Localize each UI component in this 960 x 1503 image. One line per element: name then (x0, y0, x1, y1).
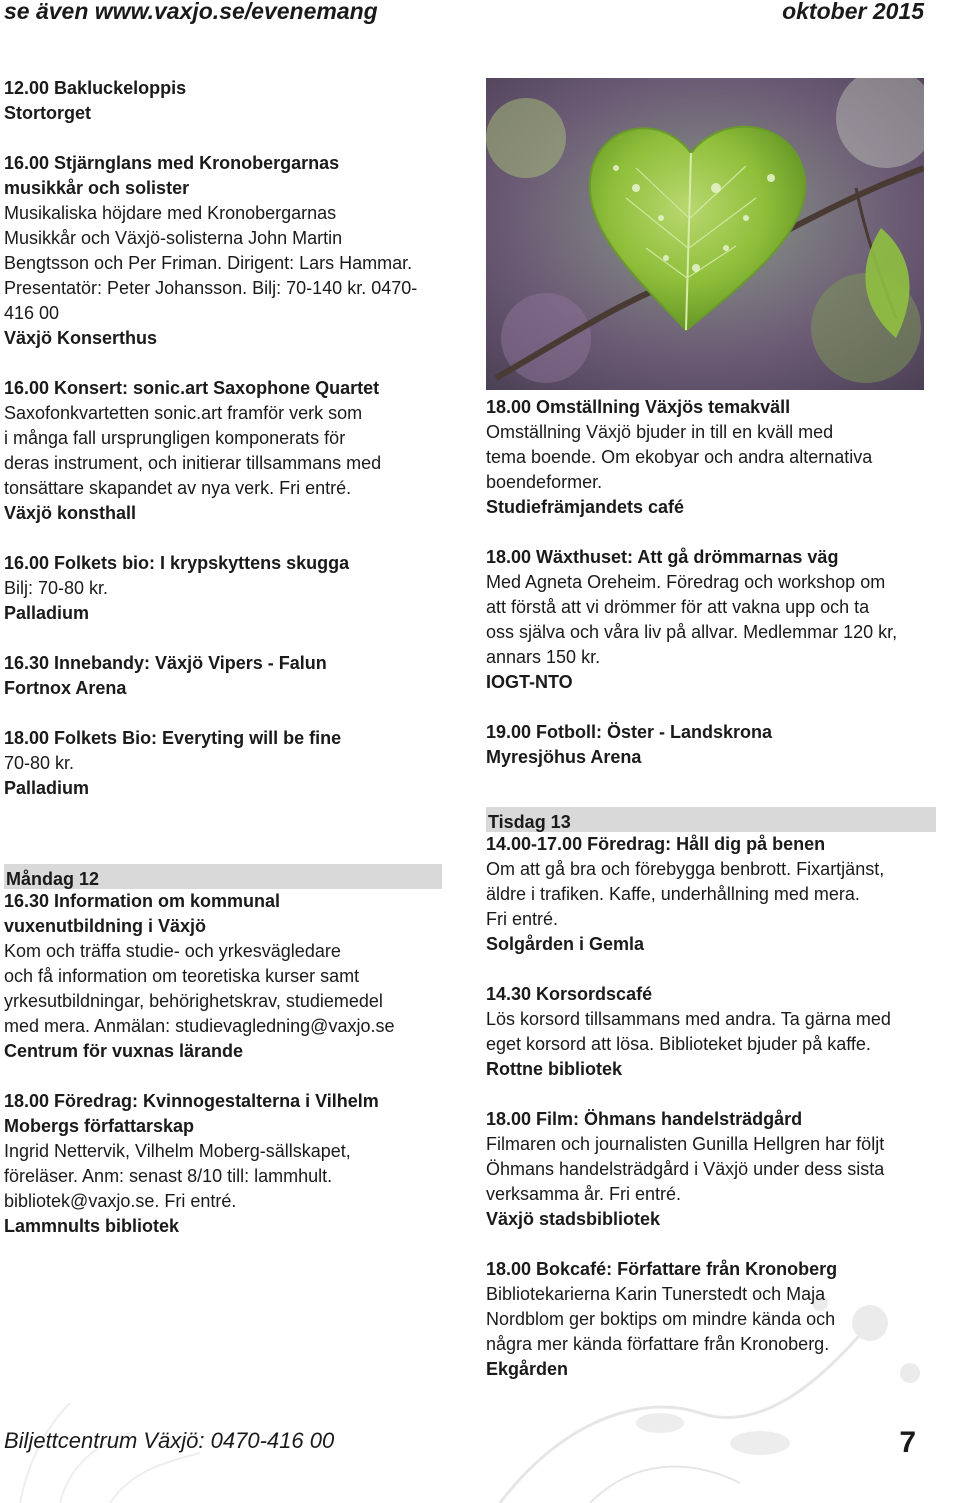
event-heading-line: Mobergs författarskap (4, 1116, 195, 1136)
event-text-line: Fri entré. (486, 909, 559, 929)
event-heading-line: 18.00 Föredrag: Kvinnogestalterna i Vilhelm (4, 1091, 379, 1111)
event-text-line: 416 00 (4, 303, 60, 323)
event-entry (4, 151, 442, 351)
event-heading-line: 18.00 Omställning Växjös temakväll (486, 397, 791, 417)
event-text-line: och få information om teoretiska kurser samt (4, 966, 360, 986)
event-text-line: deras instrument, och initierar tillsammans med (4, 453, 382, 473)
event-heading-line: 18.00 Film: Öhmans handelsträdgård (486, 1109, 803, 1129)
event-text-line: verksamma år. Fri entré. (486, 1184, 682, 1204)
event-entry (4, 889, 442, 1064)
event-heading-line: Solgården i Gemla (486, 934, 645, 954)
event-entry (486, 982, 936, 1082)
event-text-line: tonsättare skapandet av nya verk. Fri entré. (4, 478, 352, 498)
event-entry (486, 1257, 936, 1382)
event-heading-line: 18.00 Bokcafé: Författare från Kronoberg (486, 1259, 838, 1279)
event-text-line: Nordblom ger boktips om mindre kända och (486, 1309, 836, 1329)
event-text-line: bibliotek@vaxjo.se. Fri entré. (4, 1191, 237, 1211)
event-text-line: att förstå att vi drömmer för att vakna upp och ta (486, 597, 870, 617)
event-heading-line: 19.00 Fotboll: Öster - Landskrona (486, 722, 773, 742)
event-heading-line: Palladium (4, 603, 90, 623)
event-entry (4, 76, 442, 126)
event-heading-line: 14.30 Korsordscafé (486, 984, 653, 1004)
event-text-line: annars 150 kr. (486, 647, 601, 667)
event-heading-line: Växjö Konserthus (4, 328, 158, 348)
event-heading-line: Växjö konsthall (4, 503, 137, 523)
event-entry (4, 376, 442, 526)
event-text-line: Om att gå bra och förebygga benbrott. Fixartjänst, (486, 859, 885, 879)
day-heading-tuesday: Tisdag 13 (486, 807, 936, 832)
event-text-line: Kom och träffa studie- och yrkesvägledare (4, 941, 341, 961)
event-entry (4, 1089, 442, 1239)
event-heading-line: IOGT-NTO (486, 672, 573, 692)
event-heading-line: Palladium (4, 778, 90, 798)
event-text-line: Bengtsson och Per Friman. Dirigent: Lars Hammar. (4, 253, 413, 273)
event-heading-line: Stortorget (4, 103, 91, 123)
event-entry (486, 395, 936, 520)
event-heading-line: Ekgården (486, 1359, 569, 1379)
event-text-line: föreläser. Anm: senast 8/10 till: lammhult. (4, 1166, 333, 1186)
event-entry (486, 720, 936, 770)
event-heading-line: Myresjöhus Arena (486, 747, 642, 767)
event-text-line: eget korsord att lösa. Biblioteket bjuder på kaffe. (486, 1034, 871, 1054)
event-text-line: Omställning Växjö bjuder in till en kväll med (486, 422, 834, 442)
event-heading-line: musikkår och solister (4, 178, 190, 198)
event-entry (486, 545, 936, 695)
event-text-line: 70-80 kr. (4, 753, 75, 773)
event-entry (4, 726, 442, 801)
event-heading-line: Fortnox Arena (4, 678, 127, 698)
event-heading-line: 16.30 Innebandy: Växjö Vipers - Falun (4, 653, 327, 673)
event-text-line: Bilj: 70-80 kr. (4, 578, 109, 598)
left-event-column (4, 76, 442, 1264)
event-text-line: några mer kända författare från Kronoberg. (486, 1334, 830, 1354)
day-heading-monday: Måndag 12 (4, 864, 442, 889)
event-heading-line: vuxenutbildning i Växjö (4, 916, 207, 936)
event-text-line: Musikkår och Växjö-solisterna John Martin (4, 228, 343, 248)
event-heading-line: 16.30 Information om kommunal (4, 891, 281, 911)
event-heading-line: Lammnults bibliotek (4, 1216, 180, 1236)
event-heading-line: Centrum för vuxnas lärande (4, 1041, 244, 1061)
event-heading-line: 18.00 Wäxthuset: Att gå drömmarnas väg (486, 547, 839, 567)
event-text-line: Ingrid Nettervik, Vilhelm Moberg-sällskapet, (4, 1141, 351, 1161)
leaf-photo (486, 78, 924, 390)
footer-ticket-center: Biljettcentrum Växjö: 0470-416 00 (4, 1428, 335, 1453)
page-number: 7 (899, 1426, 916, 1459)
event-text-line: yrkesutbildningar, behörighetskrav, studiemedel (4, 991, 383, 1011)
event-text-line: Saxofonkvartetten sonic.art framför verk som (4, 403, 363, 423)
event-heading-line: 12.00 Bakluckeloppis (4, 78, 187, 98)
event-text-line: Med Agneta Oreheim. Föredrag och workshop om (486, 572, 886, 592)
event-text-line: Presentatör: Peter Johansson. Bilj: 70-140 kr. 0470- (4, 278, 418, 298)
event-text-line: med mera. Anmälan: studievagledning@vaxjo.se (4, 1016, 395, 1036)
event-text-line: Filmaren och journalisten Gunilla Hellgren har följt (486, 1134, 885, 1154)
decorative-grass-background (0, 1343, 240, 1503)
event-heading-line: Studiefrämjandets café (486, 497, 685, 517)
event-text-line: Bibliotekarierna Karin Tunerstedt och Maja (486, 1284, 826, 1304)
event-entry (486, 832, 936, 957)
header-website: se även www.vaxjo.se/evenemang (4, 0, 378, 24)
header-month: oktober 2015 (782, 0, 924, 24)
event-heading-line: 16.00 Stjärnglans med Kronobergarnas (4, 153, 340, 173)
event-heading-line: Växjö stadsbibliotek (486, 1209, 661, 1229)
event-text-line: Musikaliska höjdare med Kronobergarnas (4, 203, 337, 223)
event-text-line: boendeformer. (486, 472, 603, 492)
event-text-line: Lös korsord tillsammans med andra. Ta gärna med (486, 1009, 891, 1029)
right-event-column (486, 395, 936, 1407)
event-heading-line: 16.00 Konsert: sonic.art Saxophone Quartet (4, 378, 380, 398)
event-heading-line: Rottne bibliotek (486, 1059, 622, 1079)
event-heading-line: 18.00 Folkets Bio: Everyting will be fine (4, 728, 342, 748)
event-entry (4, 551, 442, 626)
event-text-line: äldre i trafiken. Kaffe, underhållning med mera. (486, 884, 860, 904)
event-text-line: i många fall ursprungligen komponerats för (4, 428, 346, 448)
event-text-line: tema boende. Om ekobyar och andra alternativa (486, 447, 873, 467)
event-heading-line: 16.00 Folkets bio: I krypskyttens skugga (4, 553, 350, 573)
event-text-line: oss själva och våra liv på allvar. Medlemmar 120 kr, (486, 622, 898, 642)
event-text-line: Öhmans handelsträdgård i Växjö under dess sista (486, 1159, 885, 1179)
event-heading-line: 14.00-17.00 Föredrag: Håll dig på benen (486, 834, 826, 854)
event-entry (4, 651, 442, 701)
event-entry (486, 1107, 936, 1232)
